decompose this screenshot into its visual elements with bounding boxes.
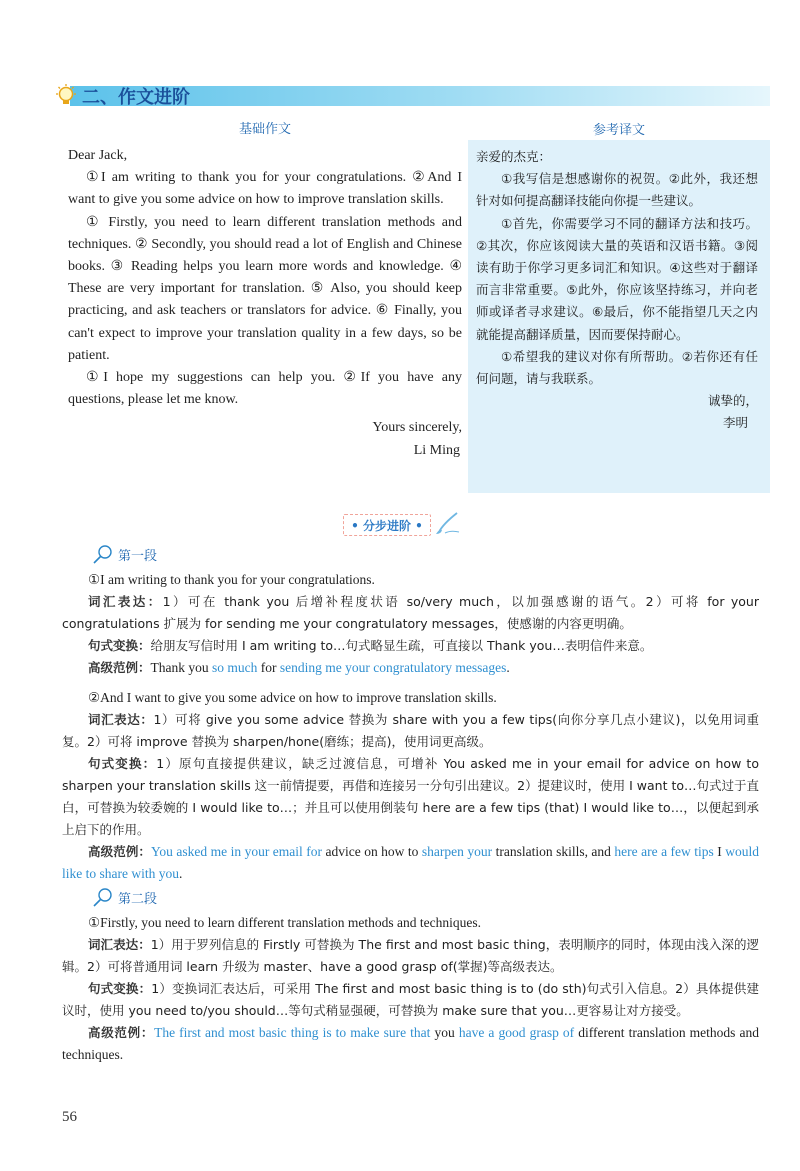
example-2-1: 高级范例：The first and most basic thing is to make sure that you have a good grasp of different translation methods and techniques.	[62, 1025, 759, 1062]
example-1-2: 高级范例：You asked me in your email for advice on how to sharpen your translation skills, and here are a few tips I would like to share with you.	[62, 844, 760, 881]
brush-icon	[433, 510, 463, 536]
vocab-note-1-1: 词汇表达：1）可在 thank you 后增补程度状语 so/very much，以加强感谢的语气。2）可将 for your congratulations 扩展为 for sending me your congratulatory messages，使感谢的内容更明确。	[62, 594, 759, 631]
lightbulb-icon	[52, 83, 80, 109]
letter-paragraph-1: ①I am writing to thank you for your congratulations. ②And I want to give you some advice on how to improve translation skills.	[68, 170, 462, 208]
syntax-note-1-2: 句式变换：1）原句直接提供建议，缺乏过渡信息，可增补 You asked me in your email for advice on how to sharpen your translation skills 这一前情提要，再借和连接另一分句引出建议。2）提建议时，使用 I want to…句式过于直白，可替换为较委婉的 I would like to…；并且可以使用倒装句 here are a few tips (that) I would like to…，以便起到承上启下的作用。	[62, 756, 759, 837]
letter-paragraph-2: ① Firstly, you need to learn different translation methods and techniques. ② Secondly, you should read a lot of English and Chinese books. ③ Reading helps you learn more words and knowledge. ④ These are very important for translation. ⑤ Also, you should keep practicing, and ask teachers or translators for advice. ⑥ Finally, you can't expect to improve your translation quality in a few days, so be patient.	[68, 214, 462, 363]
syntax-note-1-1: 句式变换：给朋友写信时用 I am writing to…句式略显生疏，可直接以 Thank you…表明信件来意。	[88, 638, 653, 653]
translation-greeting: 亲爱的杰克：	[476, 149, 552, 164]
letter-greeting: Dear Jack,	[68, 148, 128, 163]
page-number: 56	[62, 1109, 77, 1125]
section-header	[52, 83, 770, 109]
reference-translation-heading: 参考译文	[592, 123, 645, 138]
sentence-1-1: ①I am writing to thank you for your congratulations.	[88, 572, 375, 587]
letter-signature: Li Ming	[413, 442, 460, 458]
letter-paragraph-3: ①I hope my suggestions can help you. ②If you have any questions, please let me know.	[68, 370, 462, 408]
paragraph-1-analysis	[62, 569, 759, 885]
translation-paragraph-3: ①希望我的建议对你有所帮助。②若你还有任何问题，请与我联系。	[476, 348, 758, 387]
chinese-translation-box	[468, 140, 770, 493]
english-letter	[68, 145, 462, 462]
translation-paragraph-2: ①首先，你需要学习不同的翻译方法和技巧。②其次，你应该阅读大量的英语和汉语书籍。③阅读有助于你学习更多词汇和知识。④这些对于翻译而言非常重要。⑤此外，你应该坚持练习，并向老师或译者寻求建议。⑥最后，你不能指望几天之内就能提高翻译质量，因而要保持耐心。	[476, 215, 758, 342]
letter-closing: Yours sincerely,	[372, 420, 462, 436]
magnifier-icon	[92, 887, 114, 907]
basic-composition-heading: 基础作文	[238, 122, 291, 137]
sentence-1-2: ②And I want to give you some advice on how to improve translation skills.	[88, 690, 497, 705]
step-by-step-badge: • 分步进阶 •	[343, 514, 431, 536]
translation-signature: 李明	[722, 415, 748, 431]
paragraph-2-title: 第二段	[118, 891, 158, 907]
translation-paragraph-1: ①我写信是想感谢你的祝贺。②此外，我还想针对如何提高翻译技能向你提一些建议。	[476, 171, 758, 209]
syntax-note-2-1: 句式变换：1）变换词汇表达后，可采用 The first and most basic thing is to (do sth)句式引入信息。2）具体提供建议时，使用 you need to/you should…等句式稍显强硬，可替换为 make sure that you…更容易让对方接受。	[62, 981, 759, 1018]
section-title: 二、作文进阶	[82, 87, 190, 108]
example-1-1: 高级范例：Thank you so much for sending me your congratulatory messages.	[88, 660, 510, 675]
paragraph-2-analysis	[62, 912, 759, 1066]
translation-closing: 诚挚的，	[707, 393, 758, 409]
paragraph-1-title: 第一段	[118, 548, 158, 564]
vocab-note-2-1: 词汇表达：1）用于罗列信息的 Firstly 可替换为 The first and most basic thing，表明顺序的同时，体现由浅入深的逻辑。2）可将普通用词 learn 升级为 master、have a good grasp of(掌握)等高级表达。	[62, 937, 759, 974]
vocab-note-1-2: 词汇表达：1）可将 give you some advice 替换为 share with you a few tips(向你分享几点小建议)，以免用词重复。2）可将 improve 替换为 sharpen/hone(磨练；提高)，使用词更高级。	[62, 712, 759, 749]
paragraph-2-heading	[92, 887, 157, 907]
sentence-2-1: ①Firstly, you need to learn different translation methods and techniques.	[88, 915, 482, 930]
magnifier-icon	[92, 544, 114, 564]
paragraph-1-heading	[92, 544, 157, 564]
